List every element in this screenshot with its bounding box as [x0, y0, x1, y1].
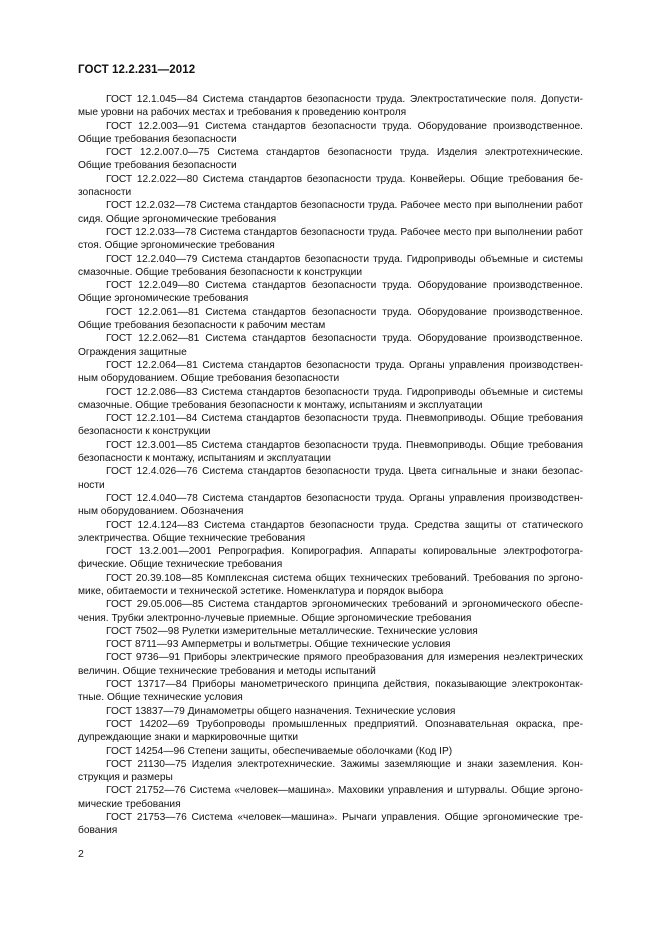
reference-entry: ГОСТ 12.2.049—80 Система стандартов безопасности труда. Оборудование производственное. Общие эргономические требования: [78, 280, 583, 305]
reference-entry: ГОСТ 12.4.026—76 Система стандартов безопасности труда. Цвета сигнальные и знаки безопасности: [78, 466, 583, 491]
normative-references-list: [78, 93, 583, 838]
reference-entry: ГОСТ 8711—93 Амперметры и вольтметры. Общие технические условия: [106, 639, 451, 651]
reference-entry: ГОСТ 12.3.001—85 Система стандартов безопасности труда. Пневмоприводы. Общие требования безопасности к монтажу, испытаниям и эксплуатации: [78, 439, 583, 465]
reference-entry: ГОСТ 12.4.124—83 Система стандартов безопасности труда. Средства защиты от статического электричества. Общие технические требования: [78, 519, 583, 544]
reference-entry: ГОСТ 21752—76 Система «человек—машина». Маховики управления и штурвалы. Общие эргономические требования: [78, 785, 583, 810]
reference-entry: ГОСТ 12.2.040—79 Система стандартов безопасности труда. Гидроприводы объемные и системы смазочные. Общие требования безопасности к конструкции: [78, 253, 583, 278]
reference-entry: ГОСТ 12.2.064—81 Система стандартов безопасности труда. Органы управления производственным оборудованием. Общие требования безопасности: [78, 359, 583, 385]
reference-entry: ГОСТ 12.1.045—84 Система стандартов безопасности труда. Электростатические поля. Допустимые уровни на рабочих местах и требования к проведению контроля: [78, 94, 583, 119]
reference-entry: ГОСТ 12.2.061—81 Система стандартов безопасности труда. Оборудование производственное. Общие требования безопасности к рабочим местам: [78, 306, 583, 332]
reference-entry: ГОСТ 20.39.108—85 Комплексная система общих технических требований. Требования по эргономике, обитаемости и технической эстетике. Номенклатура и порядок выбора: [78, 572, 583, 597]
reference-entry: ГОСТ 21753—76 Система «человек—машина». Рычаги управления. Общие эргономические требования: [78, 812, 583, 837]
reference-entry: ГОСТ 12.4.040—78 Система стандартов безопасности труда. Органы управления производственным оборудованием. Обозначения: [78, 492, 583, 518]
reference-entry: ГОСТ 12.2.033—78 Система стандартов безопасности труда. Рабочее место при выполнении работ стоя. Общие эргономические требования: [78, 226, 583, 252]
reference-entry: ГОСТ 21130—75 Изделия электротехнические. Зажимы заземляющие и знаки заземления. Конструкция и размеры: [78, 758, 583, 784]
reference-entry: ГОСТ 13717—84 Приборы манометрического принципа действия, показывающие электроконтактные. Общие технические условия: [78, 679, 583, 704]
reference-entry: ГОСТ 14202—69 Трубопроводы промышленных предприятий. Опознавательная окраска, предупреждающие знаки и маркировочные щитки: [78, 718, 583, 744]
reference-entry: ГОСТ 12.2.022—80 Система стандартов безопасности труда. Конвейеры. Общие требования безопасности: [78, 173, 583, 199]
reference-entry: ГОСТ 12.2.086—83 Система стандартов безопасности труда. Гидроприводы объемные и системы смазочные. Общие требования безопасности к монтажу, испытаниям и эксплуатации: [78, 386, 583, 411]
reference-entry: ГОСТ 9736—91 Приборы электрические прямого преобразования для измерения неэлектрических величин. Общие технические требования и методы испытаний: [78, 652, 583, 677]
reference-entry: ГОСТ 12.2.003—91 Система стандартов безопасности труда. Оборудование производственное. Общие требования безопасности: [78, 120, 583, 145]
reference-entry: ГОСТ 12.2.007.0—75 Система стандартов безопасности труда. Изделия электротехнические. Общие требования безопасности: [78, 147, 583, 172]
reference-entry: ГОСТ 14254—96 Степени защиты, обеспечиваемые оболочками (Код IP): [106, 745, 453, 757]
reference-entry: ГОСТ 7502—98 Рулетки измерительные металлические. Технические условия: [106, 625, 478, 637]
document-header: ГОСТ 12.2.231—2012: [78, 64, 196, 76]
reference-entry: ГОСТ 12.2.032—78 Система стандартов безопасности труда. Рабочее место при выполнении работ сидя. Общие эргономические требования: [78, 200, 583, 225]
reference-entry: ГОСТ 12.2.101—84 Система стандартов безопасности труда. Пневмоприводы. Общие требования безопасности к конструкции: [78, 413, 583, 438]
reference-entry: ГОСТ 12.2.062—81 Система стандартов безопасности труда. Оборудование производственное. Ограждения защитные: [78, 333, 583, 358]
reference-entry: ГОСТ 13.2.001—2001 Репрография. Копирография. Аппараты копировальные электрофотографические. Общие технические требования: [78, 546, 583, 571]
reference-entry: ГОСТ 29.05.006—85 Система стандартов эргономических требований и эргономического обеспечения. Трубки электронно-лучевые приемные. Общие эргономические требования: [78, 599, 583, 624]
reference-entry: ГОСТ 13837—79 Динамометры общего назначения. Технические условия: [106, 705, 456, 717]
page-number: 2: [78, 848, 84, 860]
